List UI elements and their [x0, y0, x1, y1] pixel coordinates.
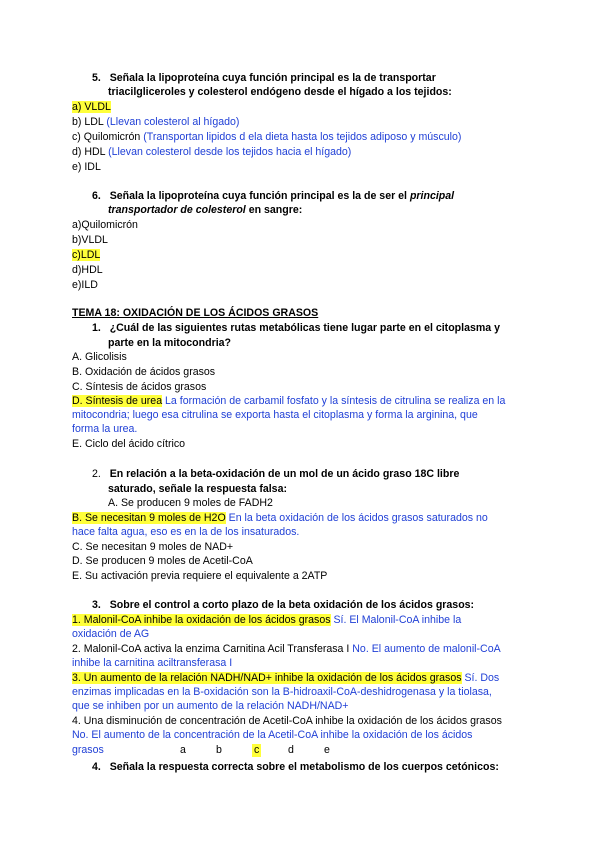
t3-statement-2: 2. Malonil-CoA activa la enzima Carnitina Acil Transferasa I No. El aumento de malonil-CoA [72, 643, 501, 655]
q5-number: 5. [92, 72, 101, 84]
t3-statement-4: 4. Una disminución de concentración de Acetil-CoA inhibe la oxidación de los ácidos grasos [72, 715, 502, 727]
q5-text-line2: triacilgliceroles y colesterol endógeno desde el hígado a los tejidos: [108, 86, 452, 98]
q6-option-b: b)VLDL [72, 234, 108, 246]
t2-number: 2. [92, 468, 101, 480]
q6-option-e: e)ILD [72, 279, 98, 291]
t4-number: 4. [92, 761, 101, 773]
section-heading: TEMA 18: OXIDACIÓN DE LOS ÁCIDOS GRASOS [72, 307, 319, 319]
t1-option-e: E. Ciclo del ácido cítrico [72, 438, 186, 450]
t2-option-d: D. Se producen 9 moles de Acetil-CoA [72, 555, 253, 567]
q6-option-c: c)LDL [72, 249, 101, 261]
t3-number: 3. [92, 599, 101, 611]
t2-option-b: B. Se necesitan 9 moles de H2O En la beta oxidación de los ácidos grasos saturados no [72, 512, 488, 524]
t3-choice-a: a [180, 744, 186, 756]
q5-option-a: a) VLDL [72, 101, 111, 113]
q6-text-line2: transportador de colesterol en sangre: [108, 204, 303, 216]
q5-option-c: c) Quilomicrón (Transportan lipidos d ela dieta hasta los tejidos adiposo y músculo) [72, 131, 462, 143]
t1-option-d-note3: forma la urea. [72, 423, 138, 435]
t1-option-d-note2: mitocondria; luego esa citrulina se exporta hasta el citoplasma y forma la arginina, que [72, 409, 478, 421]
t1-option-b: B. Oxidación de ácidos grasos [72, 366, 216, 378]
t4-text: 4. Señala la respuesta correcta sobre el metabolismo de los cuerpos cetónicos: [92, 761, 499, 773]
t3-statement-3-note2: enzimas implicadas en la B-oxidación son la B-hidroaxil-CoA-deshidrogenasa y la tiolasa, [72, 686, 492, 698]
t1-option-c: C. Síntesis de ácidos grasos [72, 381, 207, 393]
t3-choice-c: c [254, 744, 260, 756]
t3-statement-3: 3. Un aumento de la relación NADH/NAD+ inhibe la oxidación de los ácidos grasos Sí. Dos [72, 672, 500, 684]
t3-statement-4-note2-and-choices: grasos a b c d e [72, 744, 330, 756]
t3-statement-1: 1. Malonil-CoA inhibe la oxidación de los ácidos grasos Sí. El Malonil-CoA inhibe la [72, 614, 462, 626]
t1-option-a: A. Glicolisis [72, 351, 127, 363]
t1-number: 1. [92, 322, 101, 334]
t3-choice-d: d [288, 744, 294, 756]
t3-statement-1-note2: oxidación de AG [72, 628, 150, 640]
t3-choice-e: e [324, 744, 330, 756]
q5-text-line1: 5. Señala la lipoproteína cuya función principal es la de transportar [92, 72, 436, 84]
q5-option-e: e) IDL [72, 161, 101, 173]
t3-statement-3-note3: que se inhiben por un aumento de la relación NADH/NAD+ [72, 700, 349, 712]
t3-statement-4-note1: No. El aumento de la concentración de la Acetil-CoA inhibe la oxidación de los ácidos [72, 729, 473, 741]
t3-choice-b: b [216, 744, 222, 756]
t2-option-a: A. Se producen 9 moles de FADH2 [108, 497, 273, 509]
t1-text-line1: 1. ¿Cuál de las siguientes rutas metabólicas tiene lugar parte en el citoplasma y [92, 322, 501, 334]
q6-option-d: d)HDL [72, 264, 103, 276]
t2-option-c: C. Se necesitan 9 moles de NAD+ [72, 541, 234, 553]
t2-text-line1: 2. En relación a la beta-oxidación de un mol de un ácido graso 18C libre [92, 468, 460, 480]
t3-statement-2-note2: inhibe la carnitina aciltransferasa I [72, 657, 233, 669]
t1-option-d: D. Síntesis de urea La formación de carbamil fosfato y la síntesis de citrulina se realiza en la [72, 395, 506, 407]
q6-option-a: a)Quilomicrón [72, 219, 138, 231]
q5-option-d: d) HDL (Llevan colesterol desde los tejidos hacia el hígado) [72, 146, 352, 158]
t2-option-e: E. Su activación previa requiere el equivalente a 2ATP [72, 570, 328, 582]
q6-number: 6. [92, 190, 101, 202]
t3-text: 3. Sobre el control a corto plazo de la beta oxidación de los ácidos grasos: [92, 599, 475, 611]
t2-option-b-note2: hace falta agua, eso es en la de los insaturados. [72, 526, 300, 538]
q6-text-line1: 6. Señala la lipoproteína cuya función principal es la de ser el principal [92, 190, 455, 202]
q5-option-b: b) LDL (Llevan colesterol al hígado) [72, 116, 240, 128]
t1-text-line2: parte en la mitocondria? [108, 337, 232, 349]
t2-text-line2: saturado, señale la respuesta falsa: [108, 483, 287, 495]
